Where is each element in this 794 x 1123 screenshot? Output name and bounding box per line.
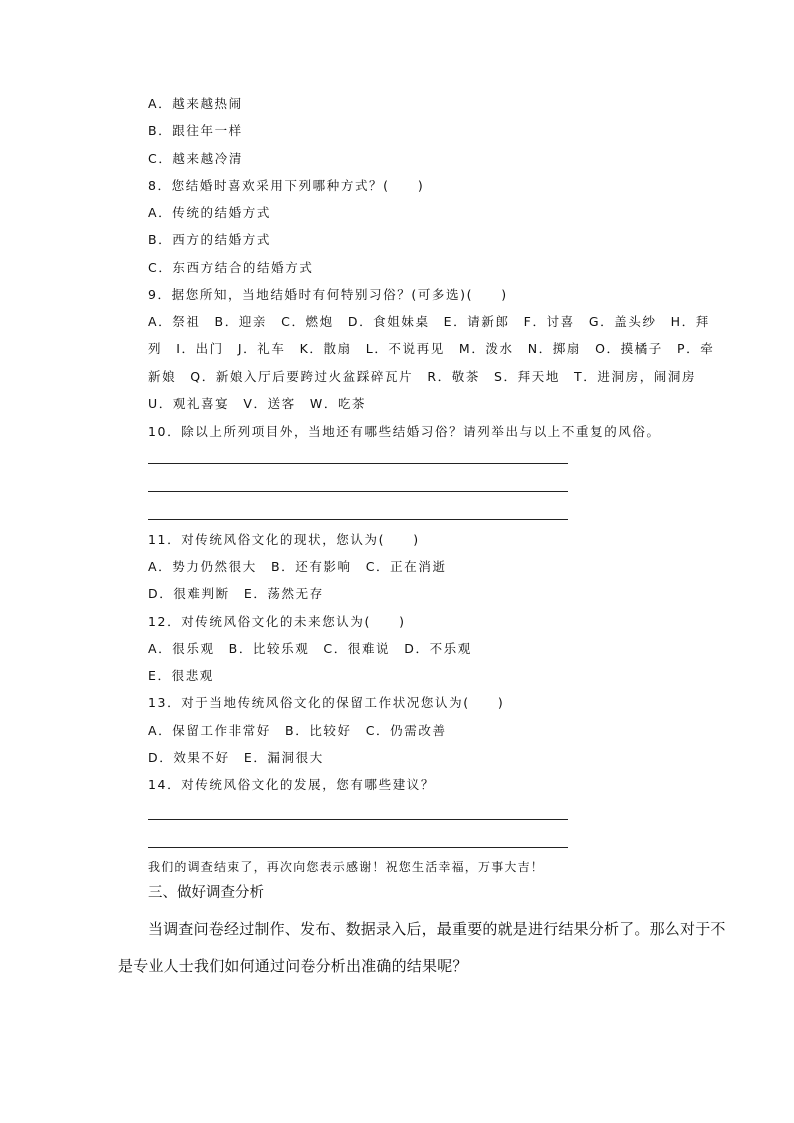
q11-options-line: A．势力仍然很大 B．还有影响 C．正在消逝 <box>148 559 447 574</box>
q10-question: 10．除以上所列项目外，当地还有哪些结婚习俗？请列举出与以上不重复的风俗。 <box>148 424 661 439</box>
q10-answer-line[interactable] <box>148 463 568 464</box>
q14-answer-line[interactable] <box>148 819 568 820</box>
q13-options-line: D．效果不好 E．漏洞很大 <box>148 750 324 765</box>
section-paragraph-line: 是专业人士我们如何通过问卷分析出准确的结果呢？ <box>118 957 468 975</box>
q9-options-line: 新娘 Q．新娘入厅后要跨过火盆踩碎瓦片 R．敬茶 S．拜天地 T．进洞房，闹洞房 <box>148 369 697 384</box>
closing-note: 我们的调查结束了，再次向您表示感谢！祝您生活幸福，万事大吉！ <box>148 860 545 874</box>
q7-option-a: A．越来越热闹 <box>148 96 243 111</box>
q7-option-b: B．跟往年一样 <box>148 123 243 138</box>
q8-option-a: A．传统的结婚方式 <box>148 205 271 220</box>
q10-answer-line[interactable] <box>148 519 568 520</box>
q9-options-line: 列 I．出门 J．礼车 K．散扇 L．不说再见 M．泼水 N．掷扇 O．摸橘子 P．牵 <box>148 341 715 356</box>
q14-answer-line[interactable] <box>148 847 568 848</box>
section-heading: 三、做好调查分析 <box>148 885 264 901</box>
q8-question: 8．您结婚时喜欢采用下列哪种方式？( ) <box>148 178 425 193</box>
q14-question: 14．对传统风俗文化的发展，您有哪些建议？ <box>148 777 436 792</box>
q11-options-line: D．很难判断 E．荡然无存 <box>148 586 324 601</box>
q12-options-line: A．很乐观 B．比较乐观 C．很难说 D．不乐观 <box>148 641 472 656</box>
q9-options-line: U．观礼喜宴 V．送客 W．吃茶 <box>148 396 367 411</box>
q12-options-line: E．很悲观 <box>148 668 214 683</box>
q8-option-b: B．西方的结婚方式 <box>148 232 271 247</box>
q12-question: 12．对传统风俗文化的未来您认为( ) <box>148 614 406 629</box>
q10-answer-line[interactable] <box>148 491 568 492</box>
q8-option-c: C．东西方结合的结婚方式 <box>148 260 314 275</box>
q13-question: 13．对于当地传统风俗文化的保留工作状况您认为( ) <box>148 695 505 710</box>
q13-options-line: A．保留工作非常好 B．比较好 C．仍需改善 <box>148 723 447 738</box>
q7-option-c: C．越来越冷清 <box>148 151 243 166</box>
q11-question: 11．对传统风俗文化的现状，您认为( ) <box>148 532 420 547</box>
q9-question: 9．据您所知，当地结婚时有何特别习俗？(可多选)( ) <box>148 287 508 302</box>
q9-options-line: A．祭祖 B．迎亲 C．燃炮 D．食姐妹桌 E．请新郎 F．讨喜 G．盖头纱 H．拜 <box>148 314 710 329</box>
section-paragraph-line: 当调查问卷经过制作、发布、数据录入后，最重要的就是进行结果分析了。那么对于不 <box>148 920 726 938</box>
